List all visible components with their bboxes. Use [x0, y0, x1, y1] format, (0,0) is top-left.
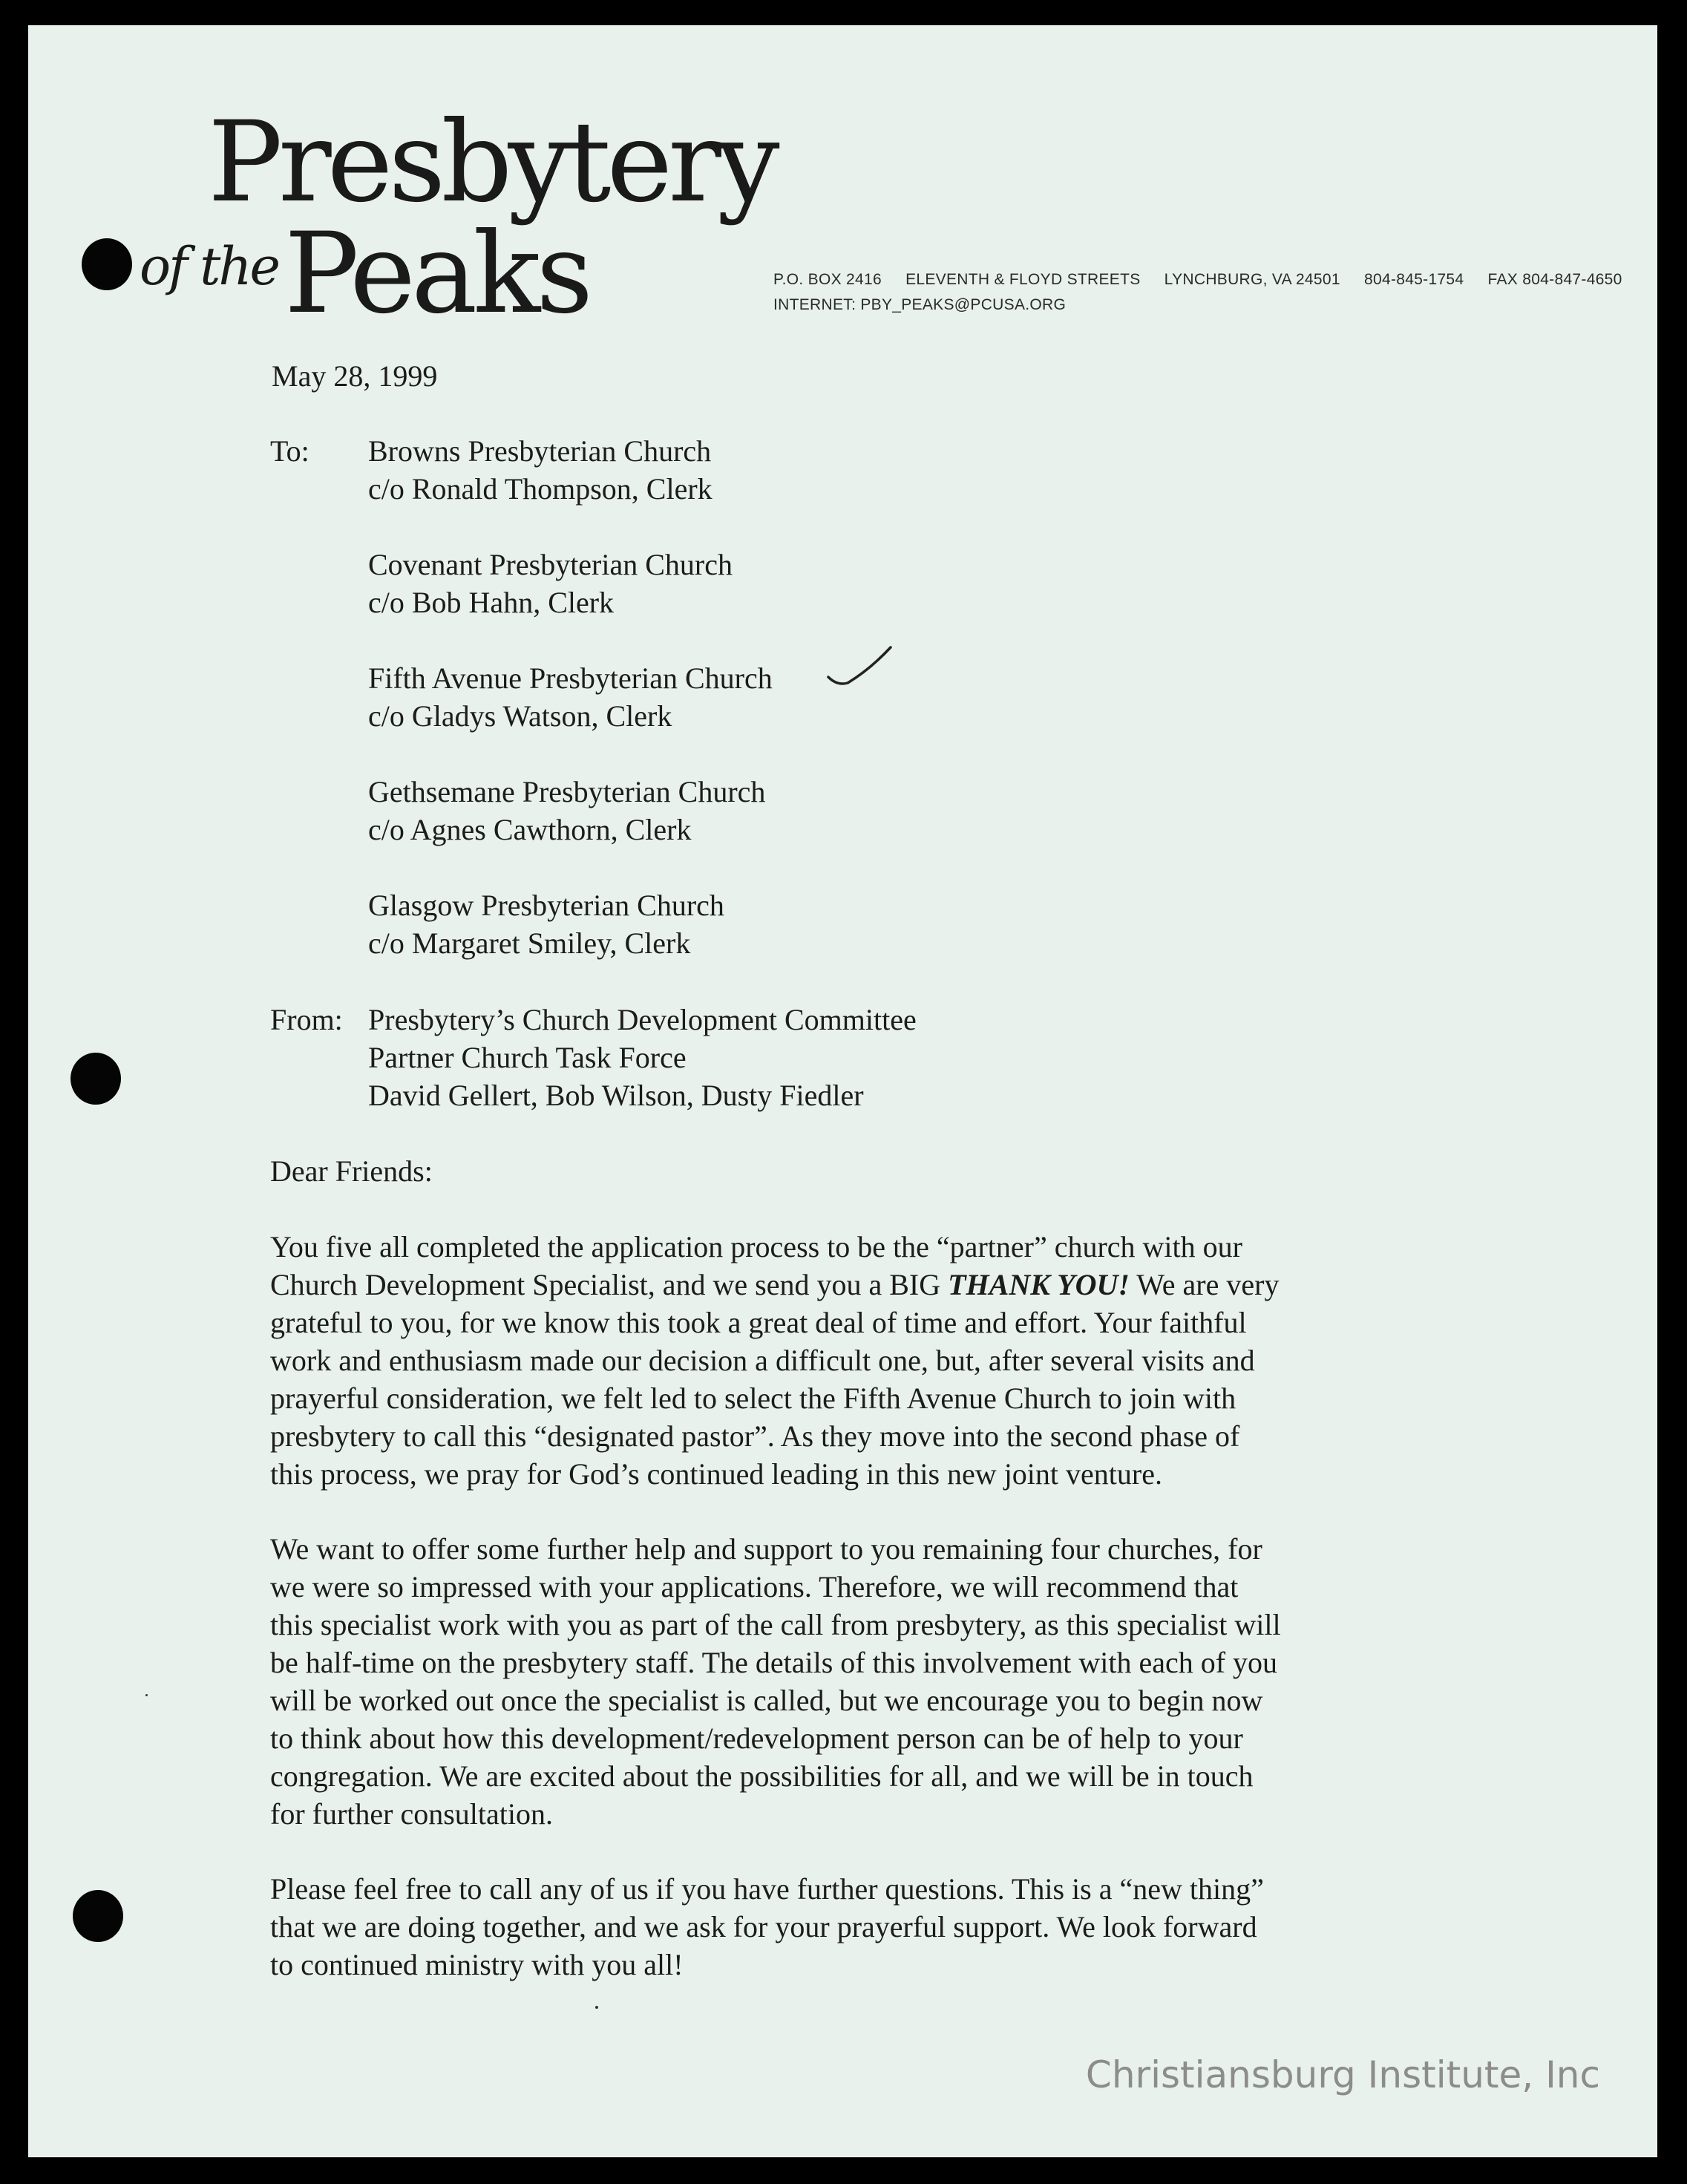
recipient-contact: c/o Ronald Thompson, Clerk	[368, 472, 713, 506]
logo-of-the-text: of the	[140, 236, 278, 297]
paragraph-line: this specialist work with you as part of the call from presbytery, as this specialist will	[270, 1608, 1281, 1641]
paragraph-line: Please feel free to call any of us if you have further questions. This is a “new thing”	[270, 1872, 1264, 1906]
paragraph-line: for further consultation.	[270, 1797, 553, 1831]
paper-speck	[595, 2006, 598, 2009]
paper-speck	[145, 1694, 148, 1696]
recipient-church: Gethsemane Presbyterian Church	[368, 775, 766, 808]
thank-you-emphasis: THANK YOU!	[948, 1268, 1130, 1301]
recipient-church: Fifth Avenue Presbyterian Church	[368, 661, 773, 695]
logo-presbytery-text: Presbytery	[208, 98, 776, 227]
archive-watermark: Christiansburg Institute, Inc	[1085, 2053, 1600, 2096]
handwritten-checkmark-icon	[825, 643, 900, 695]
paragraph-line: You five all completed the application process to be the “partner” church with our	[270, 1230, 1242, 1263]
paragraph-line: work and enthusiasm made our decision a difficult one, but, after several visits and	[270, 1344, 1255, 1377]
paragraph-line: We want to offer some further help and support to you remaining four churches, for	[270, 1532, 1262, 1566]
recipient-contact: c/o Agnes Cawthorn, Clerk	[368, 813, 692, 846]
paragraph-line: that we are doing together, and we ask for your prayerful support. We look forward	[270, 1910, 1257, 1943]
from-line: Presbytery’s Church Development Committee	[368, 1003, 917, 1036]
from-line: Partner Church Task Force	[368, 1041, 687, 1074]
internet-address: INTERNET: PBY_PEAKS@PCUSA.ORG	[773, 296, 1067, 313]
from-label: From:	[270, 1003, 343, 1036]
paragraph-3	[270, 1870, 1264, 1984]
punch-hole-bottom	[73, 1890, 123, 1942]
paragraph-line: presbytery to call this “designated pastor”. As they move into the second phase of	[270, 1419, 1240, 1453]
recipient-contact: c/o Bob Hahn, Clerk	[368, 586, 615, 619]
paragraph-text: We are very	[1129, 1268, 1280, 1301]
paragraph-text: Church Development Specialist, and we send you a BIG	[270, 1268, 949, 1301]
paragraph-line: be half-time on the presbytery staff. The details of this involvement with each of you	[270, 1646, 1278, 1679]
paragraph-line: to continued ministry with you all!	[270, 1948, 684, 1981]
recipient-contact: c/o Gladys Watson, Clerk	[368, 699, 672, 733]
paragraph-line: this process, we pray for God’s continued leading in this new joint venture.	[270, 1457, 1162, 1491]
city-state-zip: LYNCHBURG, VA 24501	[1164, 271, 1340, 288]
recipient-church: Browns Presbyterian Church	[368, 434, 712, 468]
paragraph-line: we were so impressed with your applications. Therefore, we will recommend that	[270, 1570, 1239, 1603]
recipient-church: Glasgow Presbyterian Church	[368, 889, 724, 922]
letterhead-contact	[773, 267, 1642, 318]
recipient-church: Covenant Presbyterian Church	[368, 548, 733, 581]
paragraph-line: grateful to you, for we know this took a great deal of time and effort. Your faithful	[270, 1306, 1247, 1339]
punch-hole-middle	[71, 1053, 121, 1105]
recipient-contact: c/o Margaret Smiley, Clerk	[368, 926, 691, 960]
from-line: David Gellert, Bob Wilson, Dusty Fiedler	[368, 1079, 864, 1112]
street-address: ELEVENTH & FLOYD STREETS	[905, 271, 1141, 288]
letter-page	[28, 25, 1657, 2157]
to-label: To:	[270, 434, 309, 468]
paragraph-line: prayerful consideration, we felt led to select the Fifth Avenue Church to join with	[270, 1382, 1236, 1415]
letter-date: May 28, 1999	[272, 359, 438, 393]
paragraph-line: congregation. We are excited about the possibilities for all, and we will be in touch	[270, 1759, 1254, 1793]
fax-number: FAX 804-847-4650	[1487, 271, 1622, 288]
paragraph-line: to think about how this development/redevelopment person can be of help to your	[270, 1722, 1243, 1755]
paragraph-line: will be worked out once the specialist is called, but we encourage you to begin now	[270, 1684, 1263, 1717]
paragraph-2	[270, 1530, 1281, 1833]
salutation: Dear Friends:	[270, 1154, 433, 1188]
paragraph-1	[270, 1228, 1279, 1493]
paragraph-line	[270, 1266, 1279, 1304]
presbytery-logo	[140, 98, 776, 382]
po-box: P.O. BOX 2416	[773, 271, 882, 288]
logo-peaks-text: Peaks	[284, 209, 589, 339]
phone-number: 804-845-1754	[1364, 271, 1464, 288]
punch-hole-top	[82, 238, 132, 290]
